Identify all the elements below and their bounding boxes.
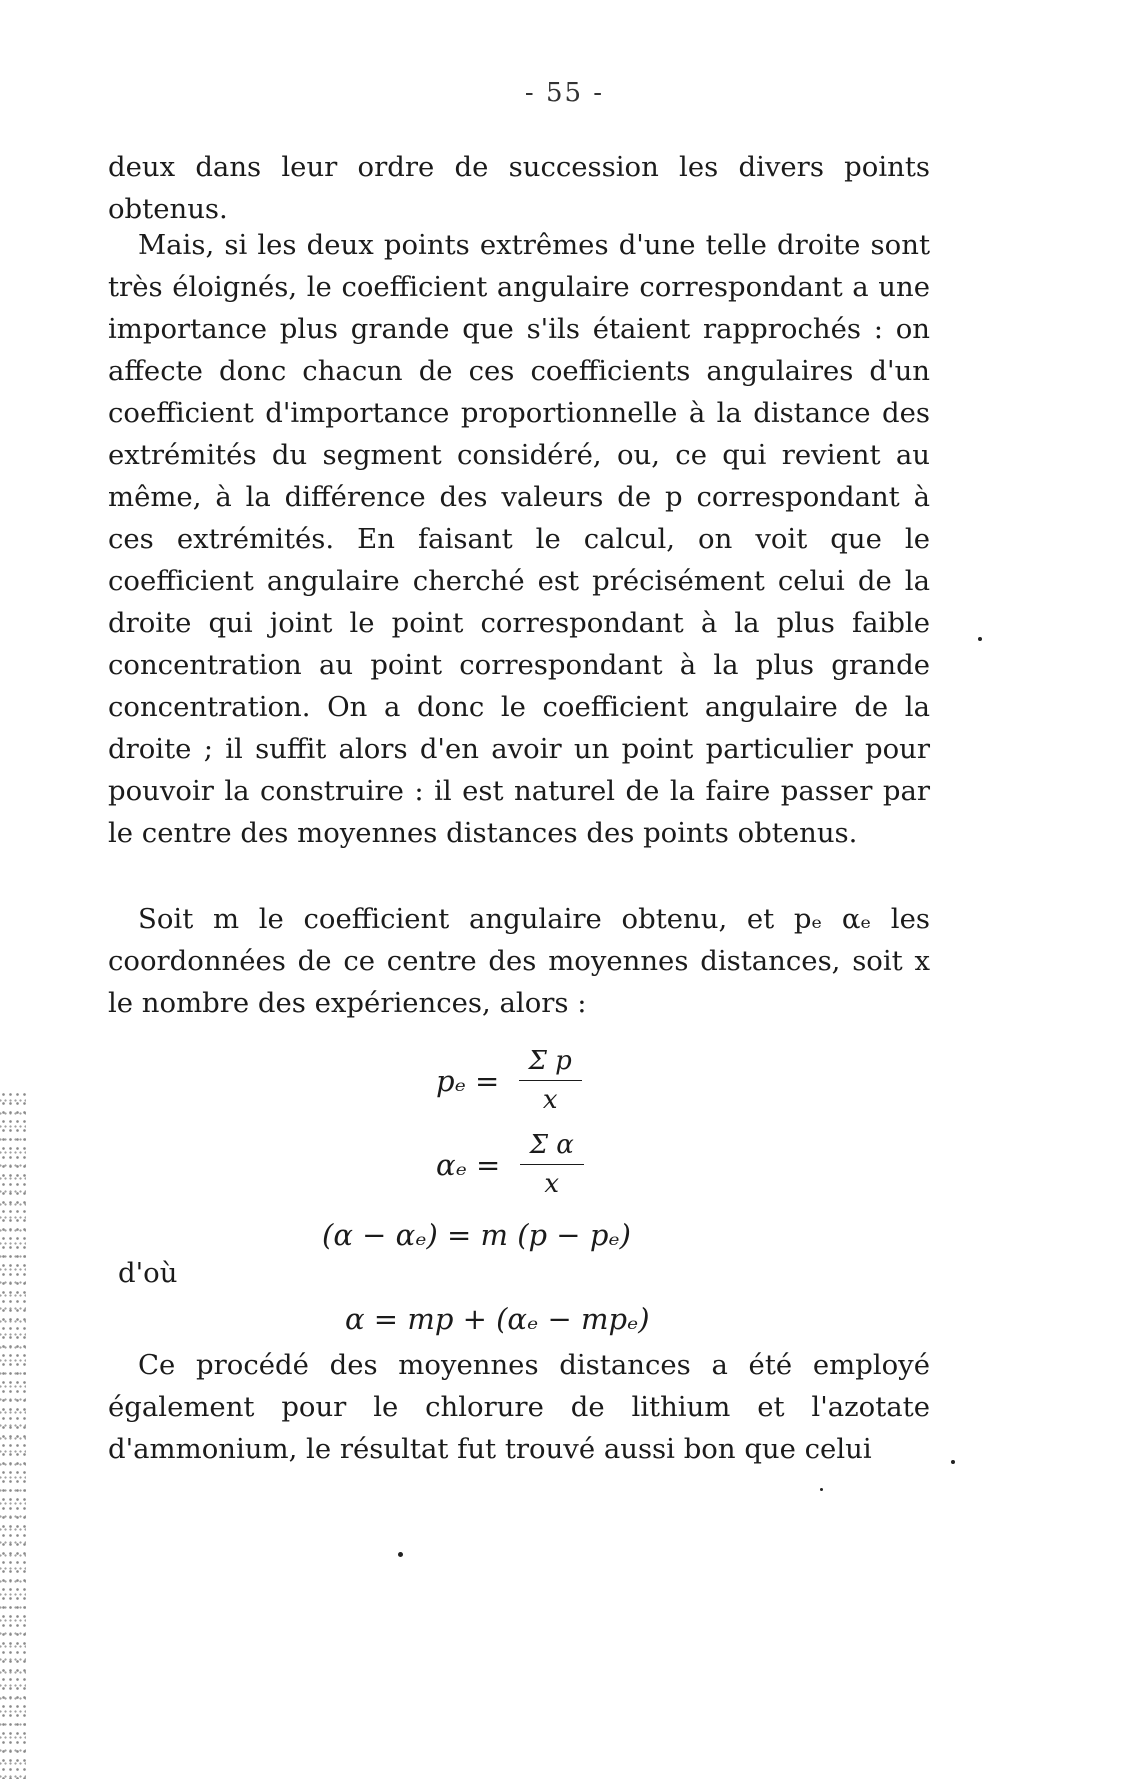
formula-alpha-mean-fraction xyxy=(520,1130,584,1199)
formula-alpha-mean-numerator: Σ α xyxy=(520,1130,584,1165)
page-number: - 55 - xyxy=(524,78,605,108)
paragraph-weighting: Mais, si les deux points extrêmes d'une telle droite sont très éloignés, le coefficient angulaire correspondant a une importance plus grande que s'ils étaient rapprochés : on affecte donc chacun de ces coefficients angulaires d'un coefficient d'importance proportionnelle à la distance des extrémités du segment considéré, ou, ce qui revient au même, à la différence des valeurs de p correspondant à ces extrémités. En faisant le calcul, on voit que le coefficient angulaire cherché est précisément celui de la droite qui joint le point correspondant à la plus faible concentration au point correspondant à la plus grande concentration. On a donc le coefficient angulaire de la droite ; il suffit alors d'en avoir un point particulier pour pouvoir la construire : il est naturel de la faire passer par le centre des moyennes distances des points obtenus. xyxy=(108,229,930,849)
connective-dou: d'où xyxy=(118,1257,178,1289)
formula-alpha-mean-lhs: αₑ = xyxy=(436,1147,501,1182)
formula-alpha-solution: α = mp + (αₑ − mpₑ) xyxy=(345,1302,650,1336)
formula-p-mean-fraction xyxy=(519,1046,582,1115)
scan-speck xyxy=(978,637,982,641)
scan-speck xyxy=(398,1552,403,1557)
formula-alpha-mean-denominator: x xyxy=(544,1169,559,1199)
scan-speck xyxy=(820,1488,823,1491)
paragraph-conclusion: Ce procédé des moyennes distances a été employé également pour le chlorure de lithium et l'azotate d'ammonium, le résultat fut trouvé aussi bon que celui xyxy=(108,1349,930,1465)
paragraph-definitions: Soit m le coefficient angulaire obtenu, et pₑ αₑ les coordonnées de ce centre des moyennes distances, soit x le nombre des expériences, alors : xyxy=(108,903,930,1019)
scan-speck xyxy=(951,1460,955,1464)
formula-line-equation: (α − αₑ) = m (p − pₑ) xyxy=(322,1218,631,1252)
formula-p-mean-numerator: Σ p xyxy=(519,1046,582,1081)
scan-edge-noise xyxy=(0,1090,26,1779)
formula-p-mean-denominator: x xyxy=(542,1085,558,1115)
formula-p-mean-lhs: pₑ = xyxy=(436,1063,500,1098)
formula-p-mean xyxy=(436,1046,582,1115)
formula-alpha-mean xyxy=(436,1130,584,1199)
paragraph-continuation: deux dans leur ordre de succession les divers points obtenus. xyxy=(108,151,930,225)
